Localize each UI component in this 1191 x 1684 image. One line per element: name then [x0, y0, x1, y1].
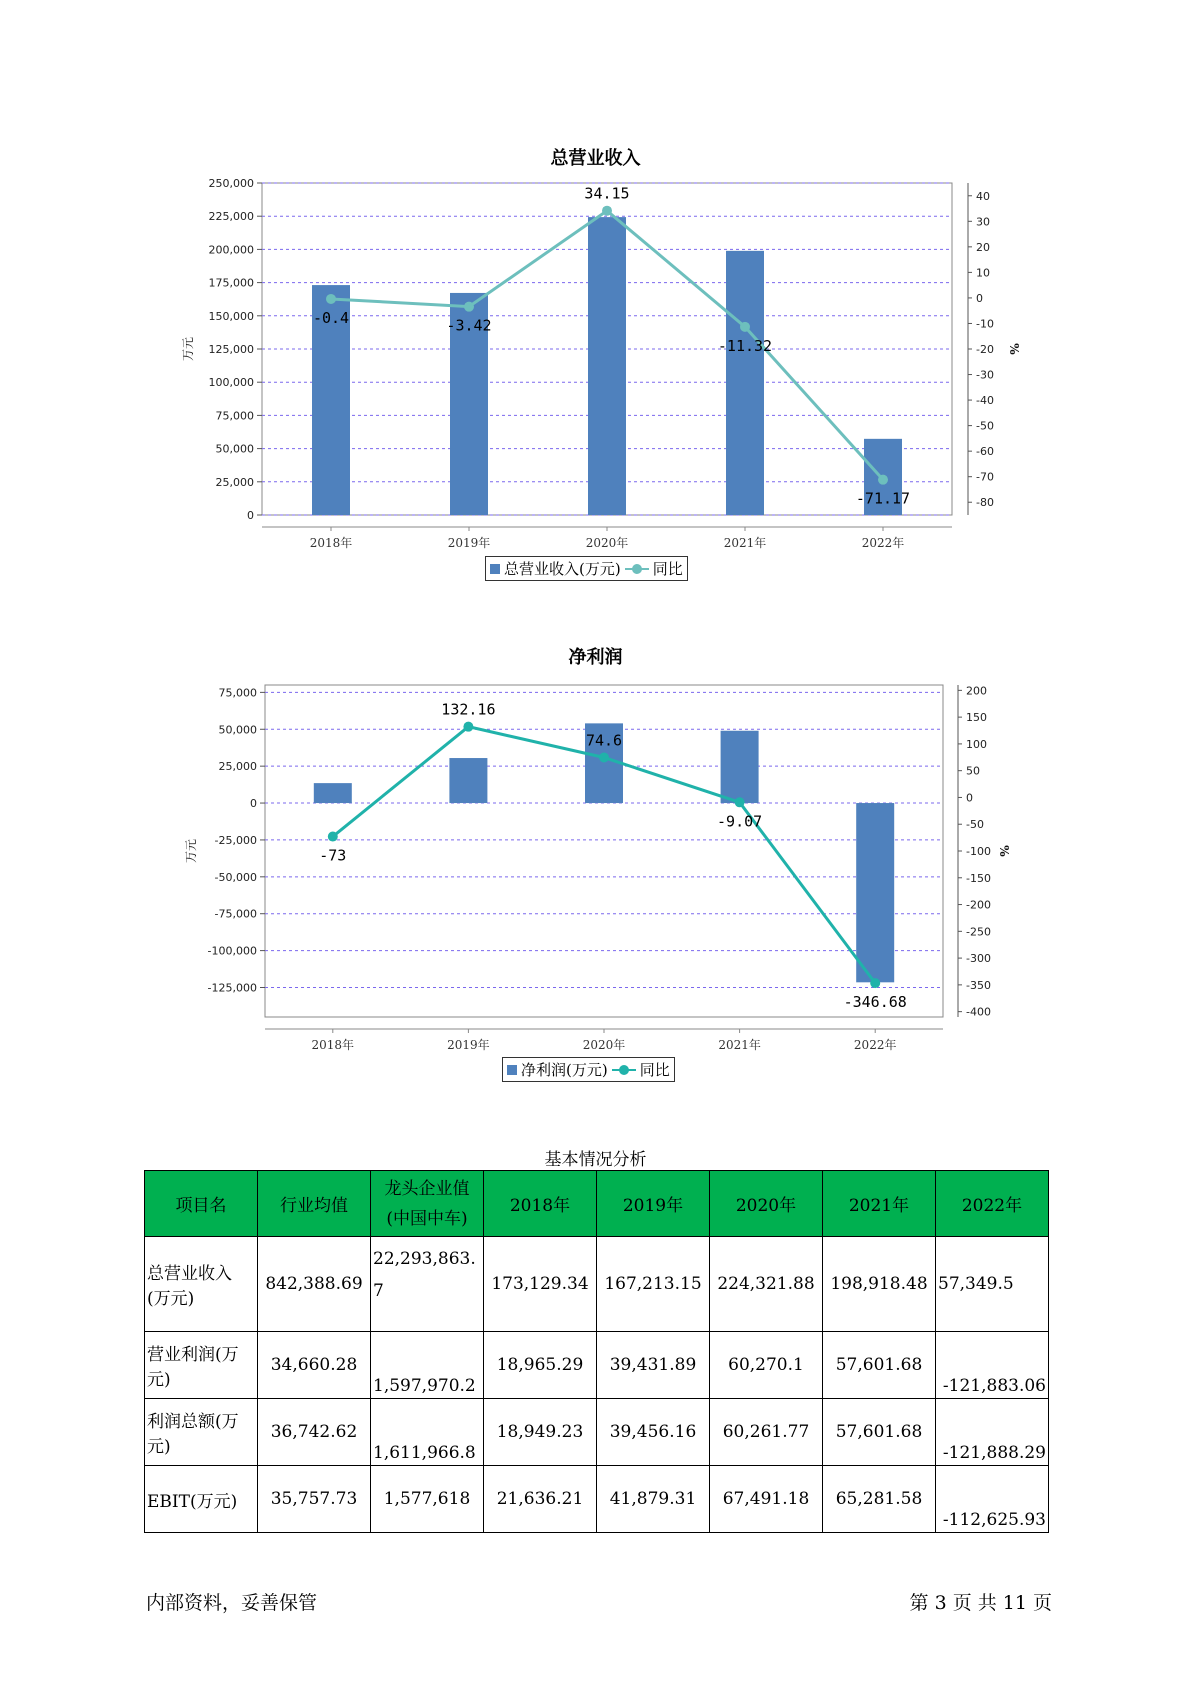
table-cell: 173,129.34: [484, 1237, 597, 1332]
footer-confidential: 内部资料，妥善保管: [146, 1592, 318, 1614]
table-cell: 18,949.23: [484, 1399, 597, 1466]
y-tick-label: 75,000: [218, 686, 257, 700]
y2-tick-label: -250: [966, 925, 991, 939]
row-name: 总营业收入(万元): [145, 1237, 258, 1332]
yoy-point: [328, 832, 338, 842]
y-tick-label: -50,000: [214, 870, 257, 884]
y-tick-label: -75,000: [214, 907, 257, 921]
y2-tick-label: -40: [976, 394, 994, 408]
y2-tick-label: -30: [976, 368, 994, 382]
y2-tick-label: 20: [976, 240, 990, 254]
y2-tick-label: -10: [976, 317, 994, 331]
yoy-data-label: -3.42: [446, 316, 492, 335]
table-cell: 36,742.62: [258, 1399, 371, 1466]
legend-bar-label: 净利润(万元): [521, 1061, 608, 1079]
table-cell: 18,965.29: [484, 1332, 597, 1399]
yoy-data-label: -0.4: [312, 308, 350, 327]
table-cell: 1,611,966.8: [371, 1399, 484, 1466]
table-cell: 1,597,970.2: [371, 1332, 484, 1399]
table-cell: 60,261.77: [710, 1399, 823, 1466]
line-legend-swatch: [612, 1064, 636, 1076]
header-cell: 2022年: [936, 1171, 1049, 1237]
y2-tick-label: 0: [966, 791, 973, 805]
row-name: 营业利润(万元): [145, 1332, 258, 1399]
y-tick-label: 75,000: [215, 409, 254, 423]
table-cell: 65,281.58: [823, 1466, 936, 1533]
net-profit-legend: [502, 1057, 675, 1082]
y-tick-label: -125,000: [207, 981, 257, 995]
yoy-data-label: -71.17: [855, 489, 911, 508]
y2-tick-label: 30: [976, 215, 990, 229]
chart-title-revenue: 总营业收入: [550, 148, 641, 169]
x-tick-label: 2022年: [861, 536, 905, 550]
y-tick-label: 50,000: [215, 442, 254, 456]
table-cell: -121,888.29: [936, 1399, 1049, 1466]
y2-tick-label: -50: [976, 419, 994, 433]
yoy-data-label: -73: [319, 846, 347, 865]
y2-tick-label: 10: [976, 266, 990, 280]
bar: [856, 803, 894, 982]
revenue-chart: [0, 170, 1191, 570]
table-cell: 57,601.68: [823, 1332, 936, 1399]
table-cell: -121,883.06: [936, 1332, 1049, 1399]
table-cell: 57,601.68: [823, 1399, 936, 1466]
chart-title-net-profit: 净利润: [568, 647, 623, 668]
table-row: [145, 1237, 1049, 1332]
y-axis-title: 万元: [181, 336, 195, 362]
y2-tick-label: -400: [966, 1005, 991, 1019]
header-cell: 2020年: [710, 1171, 823, 1237]
y2-tick-label: 100: [966, 737, 987, 751]
y-tick-label: 50,000: [218, 723, 257, 737]
table-row: [145, 1466, 1049, 1533]
header-cell: 2019年: [597, 1171, 710, 1237]
y-tick-label: 25,000: [215, 475, 254, 489]
x-tick-label: 2019年: [447, 536, 491, 550]
table-row: [145, 1399, 1049, 1466]
x-tick-label: 2018年: [311, 1038, 355, 1052]
y2-tick-label: -350: [966, 978, 991, 992]
yoy-data-label: 34.15: [584, 184, 630, 203]
header-cell: 2021年: [823, 1171, 936, 1237]
yoy-point: [326, 294, 336, 304]
y-tick-label: 225,000: [208, 210, 254, 224]
yoy-point: [740, 322, 750, 332]
y2-tick-label: 150: [966, 711, 987, 725]
y2-axis-title: %: [997, 845, 1011, 857]
yoy-point: [870, 978, 880, 988]
line-legend-swatch: [625, 563, 649, 575]
table-cell: 224,321.88: [710, 1237, 823, 1332]
bar: [588, 217, 626, 515]
x-tick-label: 2020年: [585, 536, 629, 550]
x-tick-label: 2020年: [582, 1038, 626, 1052]
yoy-point: [463, 722, 473, 732]
x-tick-label: 2021年: [723, 536, 767, 550]
yoy-point: [878, 475, 888, 485]
yoy-data-label: -346.68: [843, 993, 907, 1012]
header-cell: 2018年: [484, 1171, 597, 1237]
bar: [449, 758, 487, 803]
bar: [721, 731, 759, 803]
y2-tick-label: 200: [966, 684, 987, 698]
legend-line-label: 同比: [639, 1061, 670, 1079]
y2-tick-label: -20: [976, 343, 994, 356]
net-profit-chart: [0, 670, 1191, 1070]
bar: [314, 783, 352, 803]
y2-axis-title: %: [1007, 343, 1021, 355]
row-name: 利润总额(万元): [145, 1399, 258, 1466]
y-tick-label: 250,000: [208, 177, 254, 190]
y2-tick-label: 40: [976, 189, 990, 203]
table-cell: 57,349.5: [936, 1237, 1049, 1332]
y-tick-label: 25,000: [218, 760, 257, 774]
header-cell: 项目名: [145, 1171, 258, 1237]
table-caption: 基本情况分析: [544, 1150, 647, 1170]
y-tick-label: 100,000: [208, 376, 254, 390]
y-tick-label: 125,000: [208, 343, 254, 356]
table-cell: 22,293,863.7: [371, 1237, 484, 1332]
yoy-data-label: -9.07: [717, 812, 763, 831]
table-cell: 39,431.89: [597, 1332, 710, 1399]
table-cell: 1,577,618: [371, 1466, 484, 1533]
y-tick-label: -100,000: [207, 944, 257, 958]
yoy-data-label: -11.32: [717, 336, 773, 355]
yoy-point: [735, 797, 745, 807]
table-header-row: [145, 1171, 1049, 1237]
table-cell: 67,491.18: [710, 1466, 823, 1533]
x-tick-label: 2021年: [718, 1038, 761, 1052]
table-cell: 167,213.15: [597, 1237, 710, 1332]
bar: [726, 251, 764, 515]
basic-analysis-table: [144, 1170, 1049, 1533]
y-tick-label: 0: [247, 509, 254, 522]
table-cell: 39,456.16: [597, 1399, 710, 1466]
y2-tick-label: -70: [976, 470, 994, 484]
y2-tick-label: -200: [966, 898, 991, 912]
y2-tick-label: -50: [966, 818, 984, 832]
y2-tick-label: -80: [976, 496, 994, 510]
yoy-point: [599, 753, 609, 763]
header-cell: 龙头企业值(中国中车): [371, 1171, 484, 1237]
table-row: [145, 1332, 1049, 1399]
yoy-point: [464, 302, 474, 312]
y-tick-label: 150,000: [208, 309, 254, 323]
y2-tick-label: -300: [966, 952, 991, 966]
y2-tick-label: -60: [976, 445, 994, 459]
bar-legend-swatch: [490, 564, 500, 574]
y-tick-label: 175,000: [208, 276, 254, 290]
legend-line-label: 同比: [652, 560, 683, 578]
legend-bar-label: 总营业收入(万元): [504, 560, 621, 578]
y2-tick-label: 0: [976, 291, 983, 305]
table-cell: 21,636.21: [484, 1466, 597, 1533]
x-tick-label: 2019年: [447, 1038, 490, 1052]
yoy-data-label: 74.6: [585, 731, 623, 750]
table-cell: -112,625.93: [936, 1466, 1049, 1533]
table-cell: 842,388.69: [258, 1237, 371, 1332]
footer-page-number: 第 3 页 共 11 页: [909, 1592, 1052, 1614]
y2-tick-label: -100: [966, 845, 991, 858]
bar-legend-swatch: [507, 1065, 517, 1075]
header-cell: 行业均值: [258, 1171, 371, 1237]
yoy-point: [602, 206, 612, 216]
y-tick-label: 200,000: [208, 243, 254, 257]
table-cell: 41,879.31: [597, 1466, 710, 1533]
y2-tick-label: 50: [966, 764, 980, 778]
y-tick-label: 0: [250, 797, 257, 811]
table-cell: 198,918.48: [823, 1237, 936, 1332]
revenue-legend: [485, 556, 688, 581]
yoy-data-label: 132.16: [441, 700, 496, 719]
x-tick-label: 2018年: [309, 536, 353, 550]
table-cell: 35,757.73: [258, 1466, 371, 1533]
row-name: EBIT(万元): [145, 1466, 258, 1533]
x-tick-label: 2022年: [853, 1038, 897, 1052]
y-tick-label: -25,000: [214, 833, 257, 847]
y-axis-title: 万元: [184, 838, 198, 864]
y2-tick-label: -150: [966, 871, 991, 885]
table-cell: 34,660.28: [258, 1332, 371, 1399]
table-cell: 60,270.1: [710, 1332, 823, 1399]
